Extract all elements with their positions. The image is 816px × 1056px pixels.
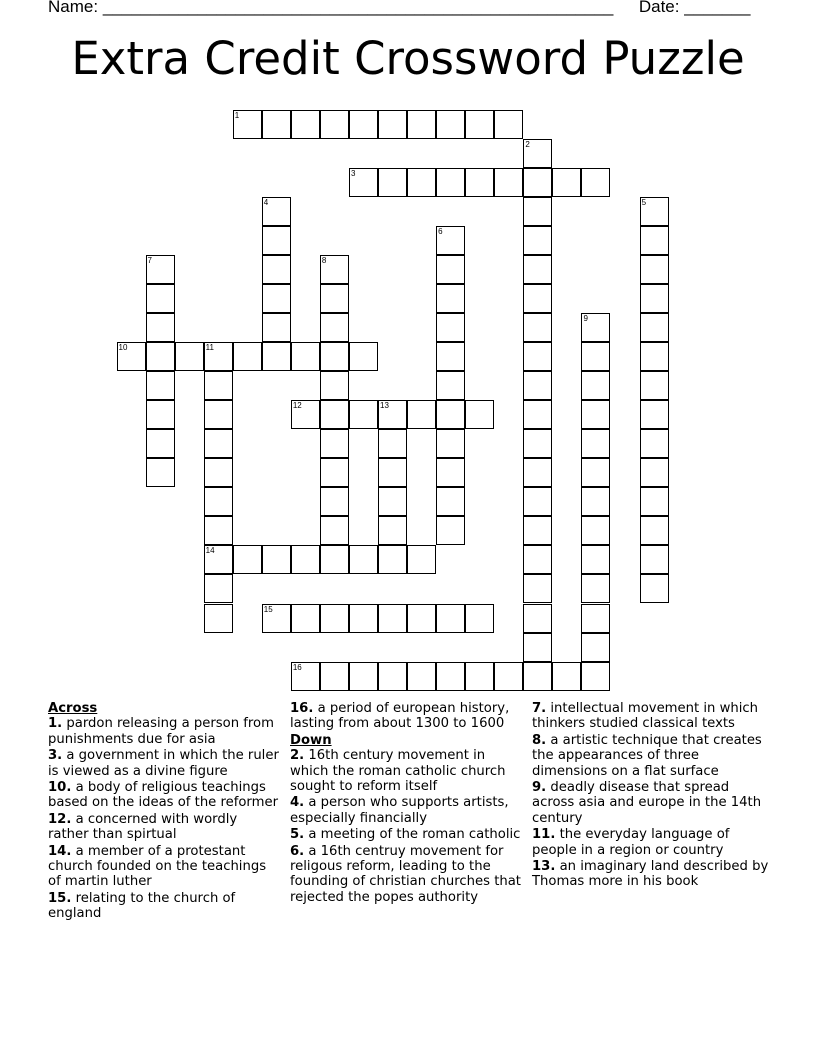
crossword-cell[interactable] bbox=[349, 110, 378, 139]
clue-item: 4. a person who supports artists, especially financially bbox=[290, 795, 509, 826]
crossword-cell[interactable] bbox=[378, 545, 407, 574]
crossword-cell[interactable] bbox=[378, 168, 407, 197]
crossword-cell[interactable] bbox=[640, 516, 669, 545]
crossword-cell[interactable] bbox=[436, 400, 465, 429]
crossword-cell[interactable] bbox=[436, 458, 465, 487]
crossword-cell[interactable] bbox=[204, 342, 233, 371]
crossword-cell[interactable] bbox=[465, 400, 494, 429]
crossword-cell[interactable] bbox=[581, 313, 610, 342]
crossword-cell[interactable] bbox=[523, 168, 552, 197]
crossword-cell[interactable] bbox=[640, 400, 669, 429]
crossword-cell[interactable] bbox=[640, 197, 669, 226]
crossword-cell[interactable] bbox=[494, 662, 523, 691]
crossword-cell[interactable] bbox=[320, 487, 349, 516]
crossword-cell[interactable] bbox=[581, 429, 610, 458]
name-field[interactable]: ______________________________________________________ bbox=[102, 0, 614, 16]
crossword-cell[interactable] bbox=[407, 110, 436, 139]
crossword-cell[interactable] bbox=[262, 226, 291, 255]
clues-column-2 bbox=[290, 701, 526, 906]
crossword-cell[interactable] bbox=[436, 429, 465, 458]
clue-number: 16 bbox=[292, 662, 302, 672]
crossword-cell[interactable] bbox=[320, 110, 349, 139]
clue-item: 7. intellectual movement in which thinkers studied classical texts bbox=[532, 701, 758, 732]
clue-number: 5 bbox=[641, 197, 647, 207]
crossword-cell[interactable] bbox=[552, 662, 581, 691]
crossword-cell[interactable] bbox=[523, 604, 552, 633]
crossword-cell[interactable] bbox=[640, 313, 669, 342]
date-field[interactable]: _______ bbox=[684, 0, 751, 16]
clue-number: 13 bbox=[380, 401, 389, 411]
crossword-cell[interactable] bbox=[465, 168, 494, 197]
crossword-cell[interactable] bbox=[146, 255, 175, 284]
crossword-cell[interactable] bbox=[349, 168, 378, 197]
crossword-cell[interactable] bbox=[320, 516, 349, 545]
crossword-cell[interactable] bbox=[436, 110, 465, 139]
clue-number: 9 bbox=[583, 313, 588, 323]
crossword-cell[interactable] bbox=[233, 110, 262, 139]
crossword-cell[interactable] bbox=[378, 458, 407, 487]
clue-item: 12. a concerned with wordly rather than spirtual bbox=[48, 811, 238, 843]
crossword-cell[interactable] bbox=[262, 604, 291, 633]
crossword-cell[interactable] bbox=[436, 284, 465, 313]
clue-number: 14 bbox=[205, 546, 215, 556]
crossword-cell[interactable] bbox=[349, 662, 378, 691]
crossword-cell[interactable] bbox=[262, 110, 291, 139]
crossword-cell[interactable] bbox=[407, 400, 436, 429]
crossword-cell[interactable] bbox=[146, 313, 175, 342]
across-heading: Across bbox=[48, 701, 98, 716]
crossword-cell[interactable] bbox=[320, 342, 349, 371]
crossword-cell[interactable] bbox=[320, 255, 349, 284]
crossword-cell[interactable] bbox=[494, 110, 523, 139]
crossword-cell[interactable] bbox=[436, 604, 465, 633]
crossword-cell[interactable] bbox=[494, 168, 523, 197]
crossword-cell[interactable] bbox=[465, 110, 494, 139]
crossword-cell[interactable] bbox=[640, 226, 669, 255]
crossword-cell[interactable] bbox=[523, 429, 552, 458]
crossword-cell[interactable] bbox=[378, 516, 407, 545]
crossword-cell[interactable] bbox=[204, 429, 233, 458]
crossword-cell[interactable] bbox=[523, 633, 552, 662]
crossword-cell[interactable] bbox=[465, 604, 494, 633]
crossword-cell[interactable] bbox=[146, 400, 175, 429]
crossword-cell[interactable] bbox=[523, 342, 552, 371]
crossword-cell[interactable] bbox=[523, 371, 552, 400]
crossword-cell[interactable] bbox=[320, 458, 349, 487]
crossword-cell[interactable] bbox=[640, 574, 669, 603]
clue-item: 6. a 16th centruy movement for religous reform, leading to the founding of christian churches that rejected the popes authority bbox=[290, 843, 521, 905]
crossword-cell[interactable] bbox=[349, 400, 378, 429]
crossword-cell[interactable] bbox=[146, 371, 175, 400]
crossword-cell[interactable] bbox=[320, 545, 349, 574]
clue-number: 4 bbox=[263, 197, 269, 207]
clue-item: 1. pardon releasing a person from punishments due for asia bbox=[48, 716, 274, 747]
crossword-cell[interactable] bbox=[291, 342, 320, 371]
clue-item: 11. the everyday language of people in a region or country bbox=[532, 827, 730, 858]
crossword-cell[interactable] bbox=[320, 313, 349, 342]
name-label: Name: bbox=[48, 0, 99, 16]
crossword-cell[interactable] bbox=[262, 313, 291, 342]
crossword-cell[interactable] bbox=[204, 604, 233, 633]
crossword-cell[interactable] bbox=[523, 487, 552, 516]
crossword-cell[interactable] bbox=[378, 487, 407, 516]
crossword-cell[interactable] bbox=[407, 662, 436, 691]
clue-item: 14. a member of a protestant church founded on the teachings of martin luther bbox=[48, 843, 267, 890]
date-label: Date: bbox=[638, 0, 680, 16]
crossword-cell[interactable] bbox=[436, 342, 465, 371]
crossword-cell[interactable] bbox=[523, 516, 552, 545]
crossword-cell[interactable] bbox=[581, 662, 610, 691]
crossword-cell[interactable] bbox=[320, 604, 349, 633]
crossword-cell[interactable] bbox=[523, 313, 552, 342]
crossword-cell[interactable] bbox=[640, 255, 669, 284]
crossword-cell[interactable] bbox=[436, 371, 465, 400]
crossword-cell[interactable] bbox=[436, 168, 465, 197]
clue-number: 3 bbox=[350, 168, 356, 178]
crossword-cell[interactable] bbox=[581, 371, 610, 400]
crossword-cell[interactable] bbox=[146, 429, 175, 458]
crossword-cell[interactable] bbox=[204, 487, 233, 516]
crossword-cell[interactable] bbox=[523, 458, 552, 487]
crossword-cell[interactable] bbox=[262, 255, 291, 284]
clue-number: 2 bbox=[525, 139, 530, 149]
crossword-cell[interactable] bbox=[640, 342, 669, 371]
crossword-cell[interactable] bbox=[581, 342, 610, 371]
crossword-cell[interactable] bbox=[117, 342, 146, 371]
crossword-cell[interactable] bbox=[320, 400, 349, 429]
crossword-cell[interactable] bbox=[262, 197, 291, 226]
clue-item: 5. a meeting of the roman catholic bbox=[290, 827, 521, 843]
crossword-cell[interactable] bbox=[204, 574, 233, 603]
clue-number: 11 bbox=[205, 342, 214, 352]
crossword-cell[interactable] bbox=[262, 284, 291, 313]
crossword-cell[interactable] bbox=[378, 110, 407, 139]
crossword-cell[interactable] bbox=[436, 487, 465, 516]
crossword-cell[interactable] bbox=[465, 662, 494, 691]
crossword-cell[interactable] bbox=[581, 487, 610, 516]
clues-column-3 bbox=[532, 701, 772, 891]
crossword-cell[interactable] bbox=[204, 371, 233, 400]
crossword-cell[interactable] bbox=[581, 633, 610, 662]
crossword-cell[interactable] bbox=[640, 458, 669, 487]
crossword-cell[interactable] bbox=[175, 342, 204, 371]
crossword-cell[interactable] bbox=[436, 226, 465, 255]
crossword-cell[interactable] bbox=[349, 604, 378, 633]
crossword-cell[interactable] bbox=[378, 604, 407, 633]
crossword-cell[interactable] bbox=[204, 458, 233, 487]
clue-number: 6 bbox=[438, 226, 443, 236]
crossword-cell[interactable] bbox=[320, 371, 349, 400]
crossword-cell[interactable] bbox=[320, 662, 349, 691]
crossword-cell[interactable] bbox=[320, 429, 349, 458]
clue-item: 2. 16th century movement in which the roman catholic church sought to reform itself bbox=[290, 748, 506, 795]
crossword-cell[interactable] bbox=[407, 604, 436, 633]
crossword-cell[interactable] bbox=[291, 604, 320, 633]
crossword-cell[interactable] bbox=[523, 139, 552, 168]
crossword-cell[interactable] bbox=[146, 284, 175, 313]
crossword-cell[interactable] bbox=[320, 284, 349, 313]
page-title: Extra Credit Crossword Puzzle bbox=[71, 32, 745, 85]
clue-item: 8. a artistic technique that creates the appearances of three dimensions on a flat surface bbox=[532, 732, 762, 779]
crossword-cell[interactable] bbox=[349, 545, 378, 574]
crossword-cell[interactable] bbox=[581, 458, 610, 487]
crossword-cell[interactable] bbox=[146, 342, 175, 371]
crossword-cell[interactable] bbox=[640, 284, 669, 313]
clues-column-1 bbox=[48, 701, 280, 923]
crossword-cell[interactable] bbox=[581, 168, 610, 197]
crossword-cell[interactable] bbox=[523, 545, 552, 574]
crossword-cell[interactable] bbox=[378, 400, 407, 429]
crossword-cell[interactable] bbox=[233, 342, 262, 371]
crossword-cell[interactable] bbox=[436, 313, 465, 342]
crossword-cell[interactable] bbox=[640, 371, 669, 400]
clue-item: 10. a body of religious teachings based on the ideas of the reformer bbox=[48, 780, 279, 811]
crossword-cell[interactable] bbox=[640, 545, 669, 574]
crossword-cell[interactable] bbox=[523, 284, 552, 313]
clue-number: 8 bbox=[321, 255, 327, 265]
crossword-cell[interactable] bbox=[378, 662, 407, 691]
crossword-cell[interactable] bbox=[349, 342, 378, 371]
crossword-cell[interactable] bbox=[436, 255, 465, 284]
crossword-cell[interactable] bbox=[523, 400, 552, 429]
clue-item: 15. relating to the church of england bbox=[48, 890, 236, 922]
crossword-cell[interactable] bbox=[291, 545, 320, 574]
clue-number: 7 bbox=[147, 255, 152, 265]
crossword-cell[interactable] bbox=[640, 429, 669, 458]
crossword-cell[interactable] bbox=[262, 545, 291, 574]
crossword-cell[interactable] bbox=[291, 662, 320, 691]
crossword-cell[interactable] bbox=[204, 545, 233, 574]
crossword-cell[interactable] bbox=[581, 574, 610, 603]
crossword-cell[interactable] bbox=[523, 662, 552, 691]
crossword-cell[interactable] bbox=[204, 400, 233, 429]
crossword-cell[interactable] bbox=[640, 487, 669, 516]
crossword-cell[interactable] bbox=[407, 168, 436, 197]
clue-item: 13. an imaginary land described by Thomas more in his book bbox=[532, 859, 769, 890]
crossword-cell[interactable] bbox=[436, 662, 465, 691]
crossword-cell[interactable] bbox=[262, 342, 291, 371]
clue-number: 10 bbox=[118, 342, 128, 352]
crossword-cell[interactable] bbox=[581, 400, 610, 429]
crossword-cell[interactable] bbox=[523, 574, 552, 603]
crossword-cell[interactable] bbox=[581, 516, 610, 545]
crossword-cell[interactable] bbox=[552, 168, 581, 197]
clue-item: 16. a period of european history, lasting from about 1300 to 1600 bbox=[290, 701, 510, 732]
crossword-cell[interactable] bbox=[523, 255, 552, 284]
crossword-cell[interactable] bbox=[581, 545, 610, 574]
crossword-cell[interactable] bbox=[523, 197, 552, 226]
crossword-cell[interactable] bbox=[407, 545, 436, 574]
clue-number: 12 bbox=[292, 401, 302, 411]
crossword-cell[interactable] bbox=[291, 400, 320, 429]
crossword-cell[interactable] bbox=[233, 545, 262, 574]
clue-number: 1 bbox=[234, 110, 240, 120]
crossword-cell[interactable] bbox=[204, 516, 233, 545]
crossword-cell[interactable] bbox=[291, 110, 320, 139]
crossword-cell[interactable] bbox=[436, 516, 465, 545]
crossword-cell[interactable] bbox=[146, 458, 175, 487]
crossword-cell[interactable] bbox=[581, 604, 610, 633]
crossword-cell[interactable] bbox=[523, 226, 552, 255]
clue-number: 15 bbox=[263, 604, 273, 614]
crossword-cell[interactable] bbox=[378, 429, 407, 458]
clue-item: 3. a government in which the ruler is viewed as a divine figure bbox=[48, 748, 279, 779]
down-heading: Down bbox=[290, 732, 332, 748]
clue-item: 9. deadly disease that spread across asia and europe in the 14th century bbox=[532, 780, 762, 826]
